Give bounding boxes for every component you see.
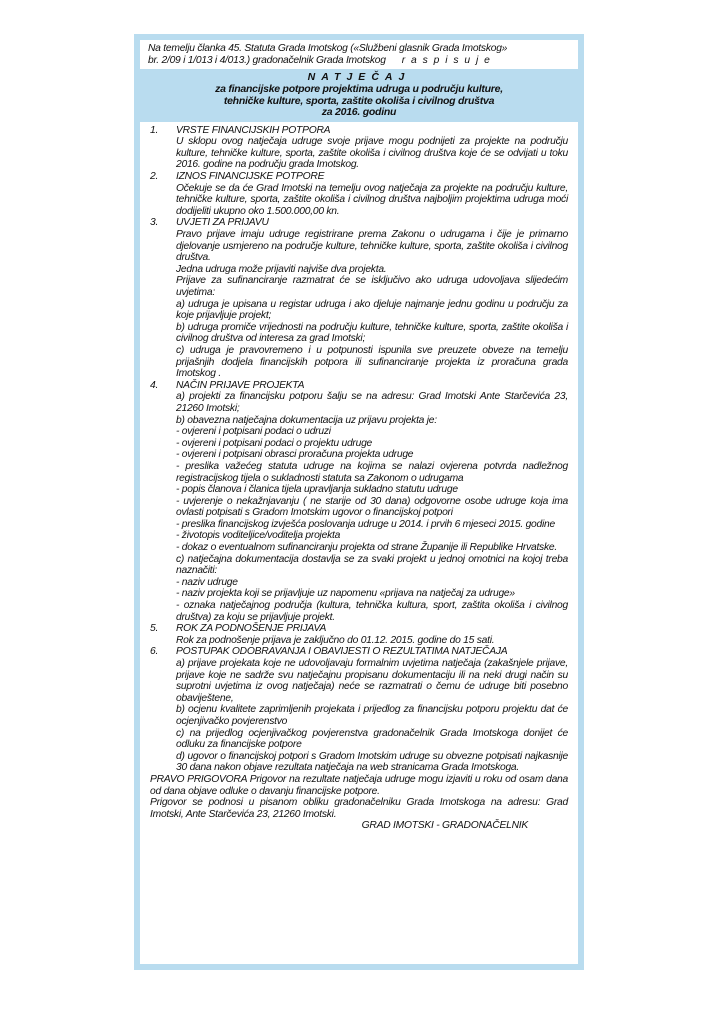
title-line-2: tehničke kulture, sporta, zaštite okoliša i civilnog društva	[223, 94, 495, 107]
section-1-text: U sklopu ovog natječaja udruge svoje prijave mogu podnijeti za projekte na području kulture, tehničke kulture, sporta, zaštite okoliša i civilnog društva koje će se odvijati u toku 2016. godine na području grada Imotskog.	[176, 136, 568, 171]
section-5-body	[176, 635, 568, 647]
section-3-number: 3.	[150, 217, 159, 229]
section-2-number: 2.	[150, 171, 159, 183]
section-5-number: 5.	[150, 623, 159, 635]
section-3-text-2: Jedna udruga može prijaviti najviše dva projekta.	[176, 263, 387, 275]
footer	[140, 774, 578, 832]
section-3-condition-b: b) udruga promiče vrijednosti na području kulture, tehničke kulture, sporta, zaštite okoliša i civilnog društva od interesa za grad Imotski;	[176, 321, 568, 345]
content	[140, 125, 578, 774]
section-1-body	[176, 136, 568, 171]
objection-address: Prigovor se podnosi u pisanom obliku gradonačelniku Grada Imotskoga na adresu: Grad Imotski, Ante Starčevića 23, 21260 Imotski.	[150, 797, 568, 820]
section-5-heading	[150, 623, 568, 635]
section-3-condition-a: a) udruga je upisana u registar udruga i ako djeluje najmanje jednu godinu u području za koje prijavljuje projekt;	[176, 298, 568, 322]
doc-item: - uvjerenje o nekažnjavanju ( ne starije od 30 dana) odgovorne osobe udruge koja ima ovlasti potpisati s Gradom Imotskim ugovor o financijskoj potpori	[176, 495, 568, 519]
section-4-number: 4.	[150, 379, 159, 391]
envelope-item: - naziv projekta koji se prijavljuje uz napomenu «prijava na natječaj za udruge»	[176, 588, 515, 600]
section-6-item-b: b) ocjenu kvalitete zaprimljenih projekata i prijedlog za financijsku potporu projektu dat će ocjenjivačko povjerenstvo	[176, 704, 568, 727]
intro	[140, 40, 578, 68]
section-3-heading	[150, 217, 568, 229]
section-4-item-a: a) projekti za financijsku potporu šalju se na adresu: Grad Imotski Ante Starčevića 23, 21260 Imotski;	[176, 391, 568, 414]
section-6-item-a: a) prijave projekata koje ne udovoljavaju formalnim uvjetima natječaja (zakašnjele prijave, prijave koje ne sadrže svu natječajnu propisanu dokumentaciju ili na neki drugi način su suprotni uvjetima iz ovog natječaja) neće se razmatrati o čemu će udruge biti posebno obaviještene,	[176, 658, 568, 704]
section-6-number: 6.	[150, 646, 159, 658]
doc-item: - preslika financijskog izvješća poslovanja udruge u 2014. i prvih 6 mjeseci 2015. godine	[176, 518, 555, 530]
doc-item: - ovjereni i potpisani podaci o udruzi	[176, 426, 331, 438]
doc-item: - popis članova i članica tijela upravljanja sukladno statutu udruge	[176, 484, 458, 496]
envelope-item: - oznaka natječajnog područja (kultura, tehnička kultura, sport, zaštita okoliša i civilnog društva) za koju se prijavljuje projekt.	[176, 600, 568, 623]
intro-line-2	[148, 55, 570, 67]
doc-item: - dokaz o eventualnom sufinanciranju projekta od strane Županije ili Republike Hrvatske.	[176, 542, 557, 554]
section-6-item-d: d) ugovor o financijskoj potpori s Gradom Imotskim udruge su obvezne potpisati najkasnije 30 dana nakon objave rezultata natječaja na web stranicama Grada Imotskoga.	[176, 750, 568, 774]
section-4-title: NAČIN PRIJAVE PROJEKTA	[176, 379, 305, 391]
section-1-number: 1.	[150, 124, 159, 136]
section-5-text: Rok za podnošenje prijava je zaključno do 01.12. 2015. godine do 15 sati.	[176, 634, 495, 646]
doc-item: - životopis voditeljice/voditelja projekta	[176, 530, 341, 542]
section-4-item-c: c) natječajna dokumentacija dostavlja se za svaki projekt u jednoj omotnici na kojoj treba naznačiti:	[176, 553, 568, 577]
section-4-body	[176, 391, 568, 623]
section-3-condition-c: c) udruga je pravovremeno i u potpunosti ispunila sve preuzete obveze na temelju prijašnjih dodjela financijskih potpora ili sufinanciranje projekta iz proračuna grada Imotskog .	[176, 344, 568, 380]
section-3-text-1: Pravo prijave imaju udruge registrirane prema Zakonu o udrugama i čije je primarno djelovanje usmjereno na područje kulture, tehničke kulture, sporta, zaštite okoliša i civilnog društva.	[176, 229, 568, 264]
section-1-heading	[150, 125, 568, 137]
section-4-heading	[150, 380, 568, 392]
doc-item: - ovjereni i potpisani obrasci proračuna projekta udruge	[176, 449, 414, 461]
section-6-heading	[150, 646, 568, 658]
title-line-1: za financijske potpore projektima udruga u području kulture,	[215, 83, 503, 96]
title-line-3: za 2016. godinu	[321, 106, 397, 119]
doc-item: - ovjereni i potpisani podaci o projektu udruge	[176, 437, 373, 449]
doc-item: - preslika važećeg statuta udruge na kojima se nalazi ovjerena potvrda nadležnog registracijskog tijela o sukladnosti statuta sa Zakonom o udrugama	[176, 460, 568, 484]
section-6-item-c: c) na prijedlog ocjenjivačkog povjerenstva gradonačelnik Grada Imotskoga donijet će odluku za financijske potpore	[176, 727, 568, 751]
section-3-body	[176, 229, 568, 380]
tender-notice	[134, 34, 584, 970]
envelope-item: - naziv udruge	[176, 576, 238, 588]
section-5-title: ROK ZA PODNOŠENJE PRIJAVA	[176, 623, 327, 635]
notice-inner	[140, 40, 578, 964]
section-2-title: IZNOS FINANCIJSKE POTPORE	[176, 171, 325, 183]
title-band	[140, 69, 578, 122]
section-3-text-3: Prijave za sufinanciranje razmatrat će se isključivo ako udruga udovoljava slijedećim uvjetima:	[176, 275, 568, 298]
section-1-title: VRSTE FINANCIJSKIH POTPORA	[176, 124, 331, 136]
section-6-title: POSTUPAK ODOBRAVANJA I OBAVIJESTI O REZULTATIMA NATJEČAJA	[176, 646, 508, 658]
section-6-body	[176, 658, 568, 774]
objection-right: PRAVO PRIGOVORA Prigovor na rezultate natječaja udruge mogu izjaviti u roku od osam dana od dana objave odluke o davanju financijske potpore.	[150, 773, 568, 797]
raspisuje: r a s p i s u j e	[401, 54, 492, 66]
intro-line-1: Na temelju članka 45. Statuta Grada Imotskog («Službeni glasnik Grada Imotskog»	[148, 43, 508, 54]
section-4-item-b: b) obavezna natječajna dokumentacija uz prijavu projekta je:	[176, 414, 437, 426]
intro-line-2-text: br. 2/09 i 1/013 i 4/013.) gradonačelnik Grada Imotskog	[148, 54, 386, 66]
title-main: NATJEČAJ	[307, 71, 411, 84]
section-2-text: Očekuje se da će Grad Imotski na temelju ovog natječaja za projekte na području kulture, tehničke kulture, sporta, zaštite okoliša i civilnog društva najboljim projektima udruga moći dodijeliti ukupno oko 1.500.000,00 kn.	[176, 182, 568, 217]
section-3-title: UVJETI ZA PRIJAVU	[176, 217, 269, 229]
signature: GRAD IMOTSKI - GRADONAČELNIK	[361, 820, 528, 832]
section-2-heading	[150, 171, 568, 183]
section-2-body	[176, 183, 568, 218]
